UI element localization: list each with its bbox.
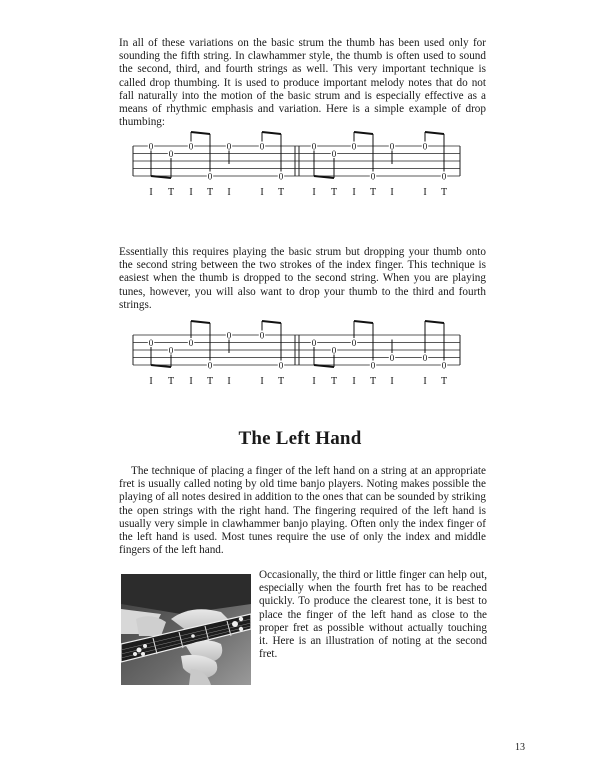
fret-number: 0 xyxy=(331,148,337,159)
finger-label: I xyxy=(260,187,264,198)
note-beam xyxy=(425,321,444,323)
left-hand-paragraph: The technique of placing a finger of the left hand on a string at an appropriate fret is usually called noting by old time banjo players. Noting makes possible the playing of all notes desired in addition to the ones that can be sounded by striking the open strings with the right hand. The fingering required of the left hand is usually very simple in clawhammer banjo playing. Often only the index finger of the left hand is used. Most tunes require the use of only the index and middle fingers of the left hand. xyxy=(119,465,486,557)
fret-number: 0 xyxy=(370,171,376,182)
fret-number: 0 xyxy=(311,141,317,152)
finger-label: T xyxy=(167,187,175,198)
fret-number: 0 xyxy=(422,141,428,152)
finger-label: I xyxy=(189,187,193,198)
finger-label: I xyxy=(423,376,427,387)
note-beam xyxy=(354,321,373,323)
finger-label: T xyxy=(369,376,377,387)
finger-label: T xyxy=(277,376,285,387)
finger-label: I xyxy=(227,376,231,387)
fret-number: 0 xyxy=(188,141,194,152)
fret-number: 0 xyxy=(441,360,447,371)
fret-number: 0 xyxy=(331,345,337,356)
fret-number: 0 xyxy=(188,337,194,348)
finger-label: I xyxy=(352,187,356,198)
fret-number: 0 xyxy=(207,171,213,182)
fret-number: 0 xyxy=(148,337,154,348)
fret-number: 0 xyxy=(278,360,284,371)
intro-paragraph: In all of these variations on the basic strum the thumb has been used only for sounding the fifth string. In clawhammer style, the thumb is often used to sound the second, third, and fourth strings as well. This very important technique is called drop thumbing. It is used to produce important melody notes that do not fall naturally into the motion of the basic strum and is especially effective as a means of rhythmic emphasis and variation. Here is a simple example of drop thumbing: xyxy=(119,37,486,129)
fret-number: 0 xyxy=(168,148,174,159)
finger-label: T xyxy=(167,376,175,387)
finger-label: T xyxy=(330,187,338,198)
fret-number: 0 xyxy=(351,141,357,152)
fret-number: 0 xyxy=(207,360,213,371)
fret-number: 0 xyxy=(441,171,447,182)
finger-label: T xyxy=(330,376,338,387)
fret-number: 0 xyxy=(259,141,265,152)
fret-number: 0 xyxy=(370,360,376,371)
finger-label: I xyxy=(149,376,153,387)
finger-label: I xyxy=(423,187,427,198)
banjo-noting-photo xyxy=(121,574,251,685)
note-beam xyxy=(262,321,281,323)
finger-label: I xyxy=(260,376,264,387)
fret-number: 0 xyxy=(226,141,232,152)
fret-number: 0 xyxy=(351,337,357,348)
fret-number: 0 xyxy=(389,352,395,363)
finger-label: I xyxy=(227,187,231,198)
finger-label: I xyxy=(390,376,394,387)
fret-number: 0 xyxy=(259,330,265,341)
fret-number: 0 xyxy=(389,141,395,152)
finger-label: I xyxy=(352,376,356,387)
finger-label: I xyxy=(390,187,394,198)
fret-number: 0 xyxy=(148,141,154,152)
finger-label: I xyxy=(149,187,153,198)
finger-label: T xyxy=(206,376,214,387)
page-number: 13 xyxy=(515,742,525,753)
drop-thumb-paragraph: Essentially this requires playing the basic strum but dropping your thumb onto the second string between the two strokes of the index finger. This technique is easiest when the thumb is dropped to the second string. When you are playing tunes, however, you will also want to drop your thumb to the third and fourth strings. xyxy=(119,246,486,311)
finger-label: I xyxy=(312,376,316,387)
finger-label: I xyxy=(189,376,193,387)
finger-label: T xyxy=(440,376,448,387)
fret-number: 0 xyxy=(278,171,284,182)
finger-label: T xyxy=(277,187,285,198)
fret-number: 0 xyxy=(422,352,428,363)
fret-number: 0 xyxy=(311,337,317,348)
finger-label: T xyxy=(440,187,448,198)
photo-illustration xyxy=(121,574,251,685)
finger-label: T xyxy=(369,187,377,198)
finger-label: T xyxy=(206,187,214,198)
finger-label: I xyxy=(312,187,316,198)
fret-number: 0 xyxy=(226,330,232,341)
fret-number: 0 xyxy=(168,345,174,356)
noting-paragraph: Occasionally, the third or little finger can help out, especially when the fourth fret has to be reached quickly. To produce the clearest tone, it is best to place the finger of the left hand as close to the proper fret as possible without actually touching it. Here is an illustration of noting at the second fret. xyxy=(259,569,487,661)
note-beam xyxy=(191,321,210,323)
section-heading: The Left Hand xyxy=(238,428,362,449)
